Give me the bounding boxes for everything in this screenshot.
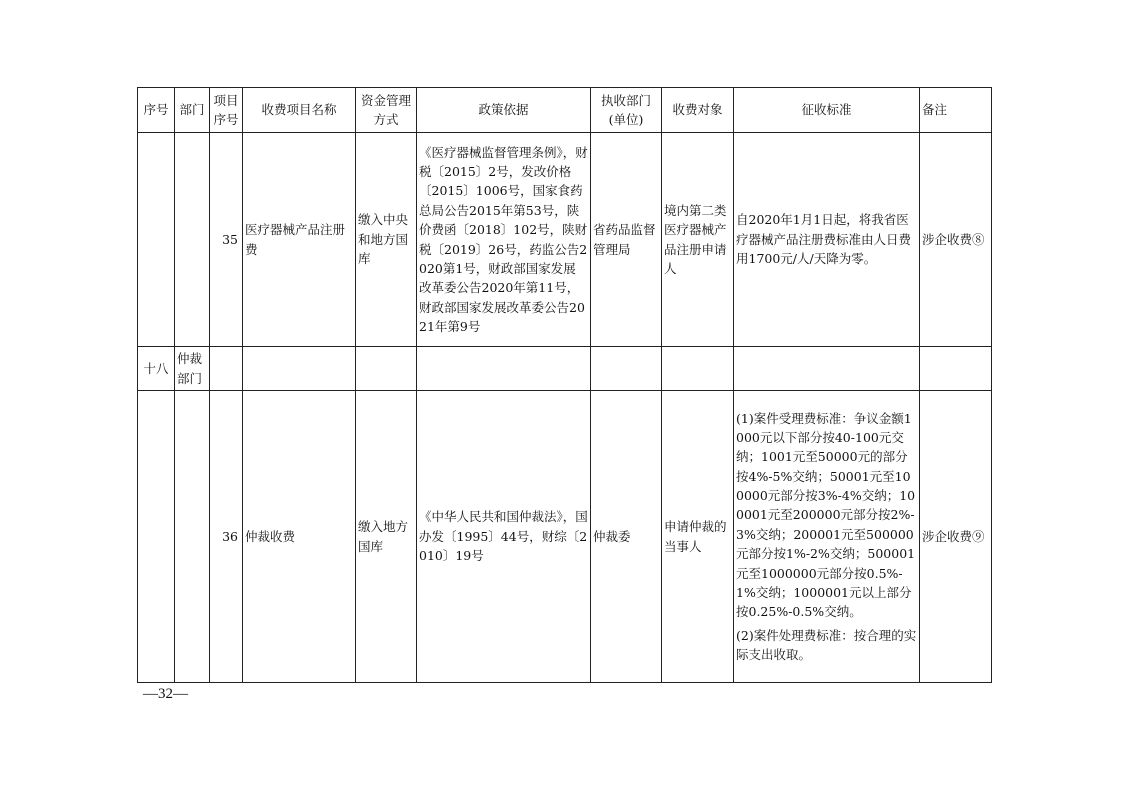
standard-paragraph-2: (2)案件处理费标准：按合理的实际支出收取。 xyxy=(736,627,917,663)
standard-paragraph-1: (1)案件受理费标准：争议金额1000元以下部分按40-100元交纳；1001元至50000元的部分按4%-5%交纳；50001元至100000元部分按3%-4%交纳；100001元至200000元部分按2%-3%交纳；200001元至500000元部分按1%-2%交纳；500001元至1000000元部分按0.5%-1%交纳；1000001元以上部分按0.25%-0.5%交纳。 xyxy=(736,410,916,620)
cell-policy: 《中华人民共和国仲裁法》，国办发〔1995〕44号，财综〔2010〕19号 xyxy=(417,391,591,683)
header-remark: 备注 xyxy=(920,88,992,133)
cell-fund-mgmt xyxy=(356,347,417,391)
header-dept: 部门 xyxy=(175,88,210,133)
cell-exec-dept: 仲裁委 xyxy=(591,391,662,683)
cell-payer: 境内第二类医疗器械产品注册申请人 xyxy=(662,133,734,347)
table-header-row xyxy=(138,88,992,133)
cell-seq xyxy=(138,133,175,347)
header-seq: 序号 xyxy=(138,88,175,133)
cell-fund-mgmt: 缴入地方国库 xyxy=(356,391,417,683)
cell-remark xyxy=(920,347,992,391)
cell-dept xyxy=(175,391,210,683)
cell-remark: 涉企收费⑨ xyxy=(920,391,992,683)
cell-exec-dept xyxy=(591,347,662,391)
header-exec-dept: 执收部门(单位) xyxy=(591,88,662,133)
table-row xyxy=(138,133,992,347)
fee-table xyxy=(137,87,992,683)
header-fund-mgmt: 资金管理方式 xyxy=(356,88,417,133)
table-row xyxy=(138,391,992,683)
cell-item-name: 医疗器械产品注册费 xyxy=(243,133,356,347)
header-item-name: 收费项目名称 xyxy=(243,88,356,133)
header-standard: 征收标准 xyxy=(734,88,920,133)
cell-item-seq: 35 xyxy=(210,133,243,347)
cell-item-seq: 36 xyxy=(210,391,243,683)
cell-payer xyxy=(662,347,734,391)
cell-exec-dept: 省药品监督管理局 xyxy=(591,133,662,347)
cell-item-seq xyxy=(210,347,243,391)
cell-policy xyxy=(417,347,591,391)
cell-dept: 仲裁部门 xyxy=(175,347,210,391)
cell-standard: 自2020年1月1日起，将我省医疗器械产品注册费标准由人日费用1700元/人/天降为零。 xyxy=(734,133,920,347)
table-row xyxy=(138,347,992,391)
cell-policy: 《医疗器械监督管理条例》，财税〔2015〕2号，发改价格〔2015〕1006号，国家食药总局公告2015年第53号，陕价费函〔2018〕102号，陕财税〔2019〕26号，药监公告2020第1号，财政部国家发展改革委公告2020年第11号，财政部国家发展改革委公告2021年第9号 xyxy=(417,133,591,347)
page-number: —32— xyxy=(143,686,188,702)
cell-remark: 涉企收费⑧ xyxy=(920,133,992,347)
cell-seq: 十八 xyxy=(138,347,175,391)
cell-item-name xyxy=(243,347,356,391)
cell-item-name: 仲裁收费 xyxy=(243,391,356,683)
cell-payer: 申请仲裁的当事人 xyxy=(662,391,734,683)
cell-fund-mgmt: 缴入中央和地方国库 xyxy=(356,133,417,347)
header-item-seq: 项目序号 xyxy=(210,88,243,133)
header-payer: 收费对象 xyxy=(662,88,734,133)
header-policy: 政策依据 xyxy=(417,88,591,133)
cell-standard xyxy=(734,391,920,683)
cell-standard xyxy=(734,347,920,391)
cell-seq xyxy=(138,391,175,683)
cell-dept xyxy=(175,133,210,347)
